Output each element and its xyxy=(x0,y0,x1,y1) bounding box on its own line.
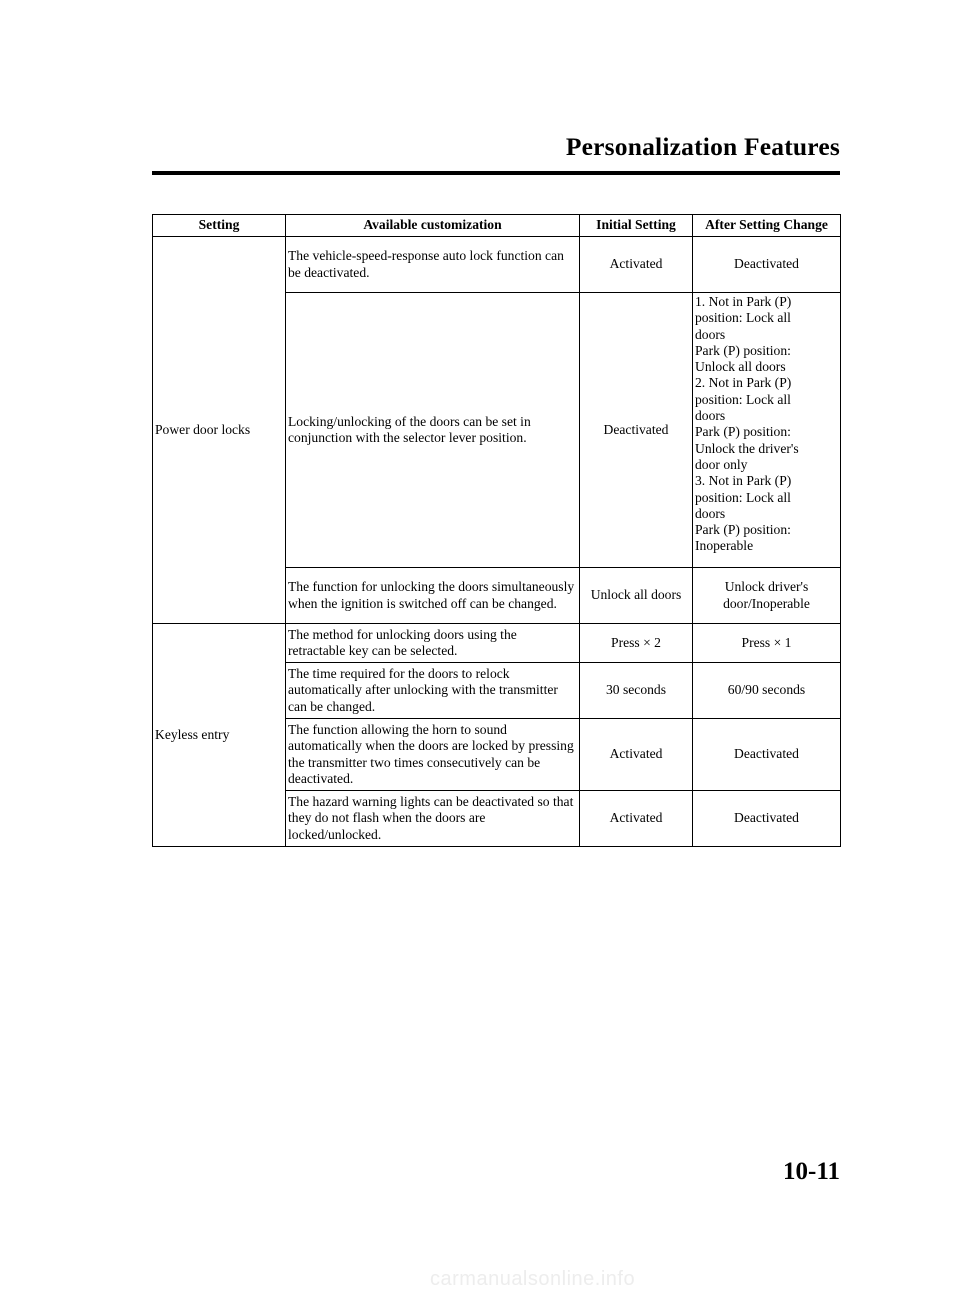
after-setting-line: doors xyxy=(695,326,726,342)
page-title: Personalization Features xyxy=(565,132,840,161)
customization-cell: The function allowing the horn to sound automatically when the doors are locked by pressing the transmitter two times consecutively can be deactivated. xyxy=(286,719,580,791)
after-setting-line: 1. Not in Park (P) xyxy=(695,294,792,309)
after-setting-line: Unlock all doors xyxy=(695,359,786,375)
column-header-setting: Setting xyxy=(153,215,286,237)
after-setting-line: doors xyxy=(695,408,726,424)
initial-setting-cell: Activated xyxy=(580,719,693,791)
after-setting-line: position: Lock all xyxy=(695,391,791,407)
customization-cell: The time required for the doors to relock automatically after unlocking with the transmitter can be changed. xyxy=(286,663,580,719)
column-header-initial-setting: Initial Setting xyxy=(580,215,693,237)
column-header-available-customization: Available customization xyxy=(286,215,580,237)
after-setting-line: 3. Not in Park (P) xyxy=(695,473,792,489)
after-setting-cell: Deactivated xyxy=(693,237,841,293)
after-setting-cell: Unlock driver's door/Inoperable xyxy=(693,568,841,624)
after-setting-line: Unlock the driver's xyxy=(695,440,799,456)
after-setting-line: Park (P) position: xyxy=(695,522,791,538)
table-row xyxy=(153,237,841,293)
after-setting-cell: 60/90 seconds xyxy=(693,663,841,719)
customization-cell: The method for unlocking doors using the retractable key can be selected. xyxy=(286,624,580,663)
after-setting-line: doors xyxy=(695,505,726,521)
initial-setting-cell: Press × 2 xyxy=(580,624,693,663)
setting-keyless-entry: Keyless entry xyxy=(153,624,286,847)
title-rule xyxy=(152,171,840,175)
customization-cell: The hazard warning lights can be deactivated so that they do not flash when the doors are locked/unlocked. xyxy=(286,791,580,847)
after-setting-cell: Deactivated xyxy=(693,791,841,847)
settings-table xyxy=(152,214,841,847)
after-setting-line: position: Lock all xyxy=(695,489,791,505)
setting-power-door-locks: Power door locks xyxy=(153,237,286,624)
table-row xyxy=(153,624,841,663)
initial-setting-cell: Unlock all doors xyxy=(580,568,693,624)
after-setting-line: Park (P) position: xyxy=(695,424,791,440)
initial-setting-cell: 30 seconds xyxy=(580,663,693,719)
customization-cell: The vehicle-speed-response auto lock function can be deactivated. xyxy=(286,237,580,293)
table-header-row xyxy=(153,215,841,237)
column-header-after-setting-change: After Setting Change xyxy=(693,215,841,237)
customization-cell: Locking/unlocking of the doors can be set in conjunction with the selector lever position. xyxy=(286,293,580,568)
page-number: 10-11 xyxy=(783,1158,840,1185)
after-setting-line: position: Lock all xyxy=(695,310,791,326)
customization-cell: The function for unlocking the doors simultaneously when the ignition is switched off can be changed. xyxy=(286,568,580,624)
after-setting-line: door only xyxy=(695,456,748,472)
after-setting-line: Inoperable xyxy=(695,538,754,554)
after-setting-line: 2. Not in Park (P) xyxy=(695,375,792,391)
watermark: carmanualsonline.info xyxy=(430,1268,636,1290)
after-setting-cell: Deactivated xyxy=(693,719,841,791)
initial-setting-cell: Deactivated xyxy=(580,293,693,568)
initial-setting-cell: Activated xyxy=(580,791,693,847)
initial-setting-cell: Activated xyxy=(580,237,693,293)
after-setting-line: Park (P) position: xyxy=(695,342,791,358)
after-setting-cell xyxy=(693,293,841,568)
after-setting-cell: Press × 1 xyxy=(693,624,841,663)
